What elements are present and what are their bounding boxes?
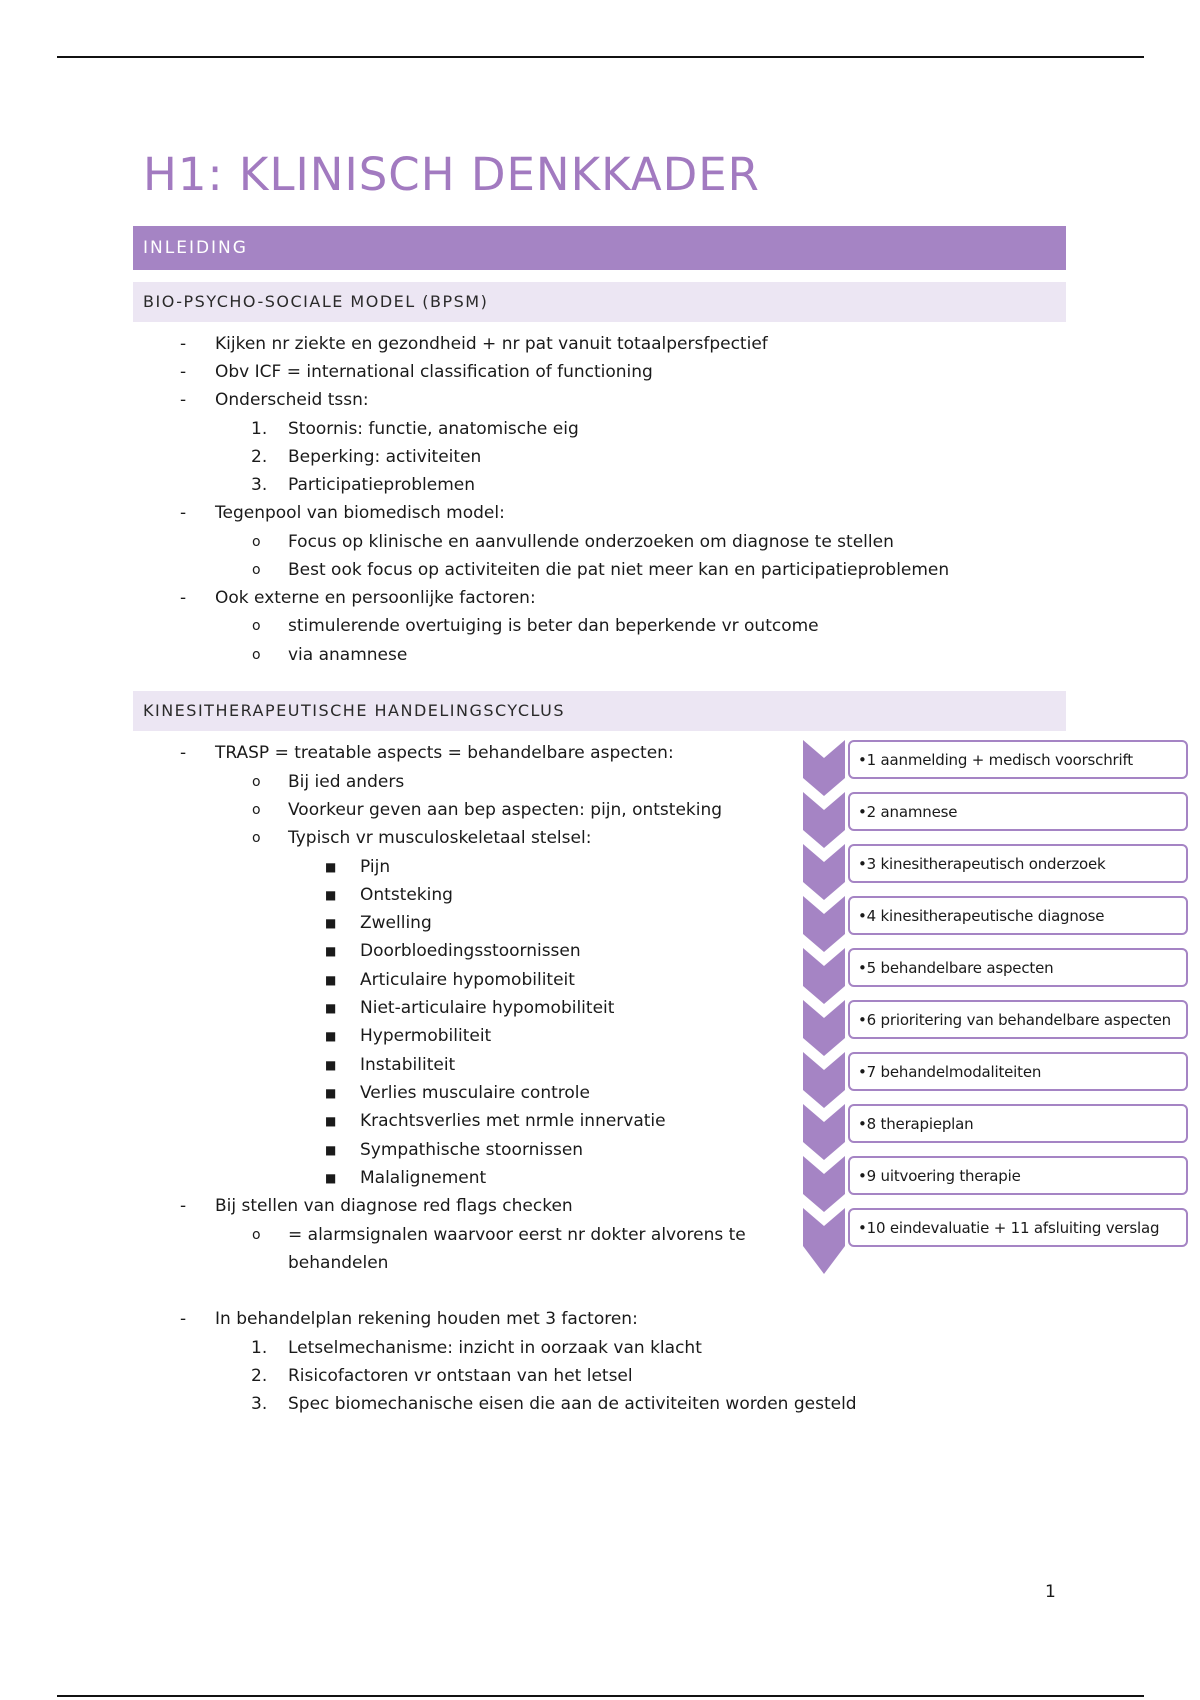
bullet-square: ■ bbox=[325, 1029, 337, 1043]
list-item: Beperking: activiteiten bbox=[288, 447, 482, 467]
list-item: In behandelplan rekening houden met 3 factoren: bbox=[215, 1309, 638, 1329]
list-item: stimulerende overtuiging is beter dan beperkende vr outcome bbox=[288, 616, 819, 636]
chevron bbox=[803, 1052, 845, 1108]
list-item: via anamnese bbox=[288, 645, 408, 665]
bottom-rule bbox=[57, 1695, 1144, 1697]
flow-step bbox=[848, 1104, 1188, 1143]
chevron bbox=[803, 1000, 845, 1056]
list-number: 2. bbox=[251, 447, 268, 467]
list-item: Instabiliteit bbox=[360, 1055, 456, 1075]
bullet-square: ■ bbox=[325, 1058, 337, 1072]
bullet-dash: - bbox=[180, 334, 187, 354]
flow-step-label: •2 anamnese bbox=[858, 803, 958, 821]
list-item: Pijn bbox=[360, 857, 391, 877]
bullet-circle: o bbox=[252, 618, 261, 634]
handelingscyclus-diagram bbox=[800, 738, 1200, 1278]
list-item: Hypermobiliteit bbox=[360, 1026, 492, 1046]
list-item: Typisch vr musculoskeletaal stelsel: bbox=[288, 828, 592, 848]
bullet-square: ■ bbox=[325, 1171, 337, 1185]
bullet-square: ■ bbox=[325, 1001, 337, 1015]
flow-step-label: •10 eindevaluatie + 11 afsluiting verslag bbox=[858, 1219, 1160, 1237]
chevron bbox=[803, 1208, 845, 1274]
list-item: Bij ied anders bbox=[288, 772, 405, 792]
flow-step bbox=[848, 844, 1188, 883]
subheading-bpsm-label: BIO-PSYCHO-SOCIALE MODEL (BPSM) bbox=[143, 292, 489, 311]
list-item: Sympathische stoornissen bbox=[360, 1140, 584, 1160]
bullet-square: ■ bbox=[325, 1143, 337, 1157]
bullet-dash: - bbox=[180, 362, 187, 382]
bullet-circle: o bbox=[252, 774, 261, 790]
flow-step bbox=[848, 792, 1188, 831]
bullet-dash: - bbox=[180, 1196, 187, 1216]
list-item: Articulaire hypomobiliteit bbox=[360, 970, 575, 990]
list-item: Niet-articulaire hypomobiliteit bbox=[360, 998, 615, 1018]
list-item: Tegenpool van biomedisch model: bbox=[215, 503, 505, 523]
bullet-square: ■ bbox=[325, 916, 337, 930]
bullet-square: ■ bbox=[325, 944, 337, 958]
list-item: Verlies musculaire controle bbox=[360, 1083, 590, 1103]
list-item: Spec biomechanische eisen die aan de activiteiten worden gesteld bbox=[288, 1394, 857, 1414]
subheading-handelingscyclus bbox=[133, 691, 1066, 731]
chevron bbox=[803, 1104, 845, 1160]
bullet-square: ■ bbox=[325, 1086, 337, 1100]
bullet-dash: - bbox=[180, 1309, 187, 1329]
page-number: 1 bbox=[1045, 1582, 1056, 1602]
flow-step-label: •9 uitvoering therapie bbox=[858, 1167, 1021, 1185]
flow-step-label: •1 aanmelding + medisch voorschrift bbox=[858, 751, 1133, 769]
list-item: = alarmsignalen waarvoor eerst nr dokter alvorens te bbox=[288, 1225, 746, 1245]
flow-step-label: •8 therapieplan bbox=[858, 1115, 974, 1133]
section-heading-label: INLEIDING bbox=[143, 238, 248, 258]
flow-step bbox=[848, 1000, 1188, 1039]
list-item: Best ook focus op activiteiten die pat niet meer kan en participatieproblemen bbox=[288, 560, 950, 580]
bullet-square: ■ bbox=[325, 888, 337, 902]
flow-step-label: •4 kinesitherapeutische diagnose bbox=[858, 907, 1105, 925]
list-item: Ontsteking bbox=[360, 885, 453, 905]
subheading-handelingscyclus-label: KINESITHERAPEUTISCHE HANDELINGSCYCLUS bbox=[143, 701, 565, 720]
bullet-circle: o bbox=[252, 802, 261, 818]
list-number: 1. bbox=[251, 1338, 268, 1358]
section-heading-inleiding bbox=[133, 226, 1066, 270]
flow-step-label: •7 behandelmodaliteiten bbox=[858, 1063, 1042, 1081]
list-item: Bij stellen van diagnose red flags checken bbox=[215, 1196, 573, 1216]
list-item: Zwelling bbox=[360, 913, 432, 933]
list-item: Stoornis: functie, anatomische eig bbox=[288, 419, 579, 439]
list-number: 3. bbox=[251, 1394, 268, 1414]
page-title: H1: KLINISCH DENKKADER bbox=[143, 148, 760, 201]
flow-step bbox=[848, 740, 1188, 779]
subheading-bpsm bbox=[133, 282, 1066, 322]
bullet-circle: o bbox=[252, 1227, 261, 1243]
list-item: Letselmechanisme: inzicht in oorzaak van klacht bbox=[288, 1338, 702, 1358]
list-number: 3. bbox=[251, 475, 268, 495]
bullet-circle: o bbox=[252, 830, 261, 846]
flow-step-label: •6 prioritering van behandelbare aspecten bbox=[858, 1011, 1171, 1029]
chevron bbox=[803, 844, 845, 900]
list-item: Ook externe en persoonlijke factoren: bbox=[215, 588, 536, 608]
list-item: Doorbloedingsstoornissen bbox=[360, 941, 581, 961]
chevron bbox=[803, 740, 845, 796]
chevron bbox=[803, 948, 845, 1004]
bullet-circle: o bbox=[252, 534, 261, 550]
flow-step bbox=[848, 896, 1188, 935]
flow-step bbox=[848, 1052, 1188, 1091]
list-item: Malalignement bbox=[360, 1168, 487, 1188]
list-item: TRASP = treatable aspects = behandelbare aspecten: bbox=[215, 743, 674, 763]
list-item: Participatieproblemen bbox=[288, 475, 475, 495]
list-item: Onderscheid tssn: bbox=[215, 390, 369, 410]
bullet-dash: - bbox=[180, 390, 187, 410]
bullet-dash: - bbox=[180, 503, 187, 523]
bullet-circle: o bbox=[252, 647, 261, 663]
flow-step-label: •5 behandelbare aspecten bbox=[858, 959, 1054, 977]
list-item: Obv ICF = international classification of functioning bbox=[215, 362, 653, 382]
list-item: Focus op klinische en aanvullende onderzoeken om diagnose te stellen bbox=[288, 532, 894, 552]
flow-step bbox=[848, 1156, 1188, 1195]
bullet-circle: o bbox=[252, 562, 261, 578]
list-item: Kijken nr ziekte en gezondheid + nr pat vanuit totaalpersfpectief bbox=[215, 334, 768, 354]
chevron bbox=[803, 1156, 845, 1212]
flow-step-label: •3 kinesitherapeutisch onderzoek bbox=[858, 855, 1106, 873]
list-item: Voorkeur geven aan bep aspecten: pijn, ontsteking bbox=[288, 800, 723, 820]
list-item: Krachtsverlies met nrmle innervatie bbox=[360, 1111, 666, 1131]
bullet-square: ■ bbox=[325, 973, 337, 987]
list-number: 2. bbox=[251, 1366, 268, 1386]
list-item: behandelen bbox=[288, 1253, 389, 1273]
chevron bbox=[803, 792, 845, 848]
chevron bbox=[803, 896, 845, 952]
list-item: Risicofactoren vr ontstaan van het letsel bbox=[288, 1366, 633, 1386]
flow-step bbox=[848, 1208, 1188, 1247]
top-rule bbox=[57, 56, 1144, 58]
flow-step bbox=[848, 948, 1188, 987]
bullet-dash: - bbox=[180, 588, 187, 608]
bullet-square: ■ bbox=[325, 1114, 337, 1128]
bullet-dash: - bbox=[180, 743, 187, 763]
list-number: 1. bbox=[251, 419, 268, 439]
bullet-square: ■ bbox=[325, 860, 337, 874]
